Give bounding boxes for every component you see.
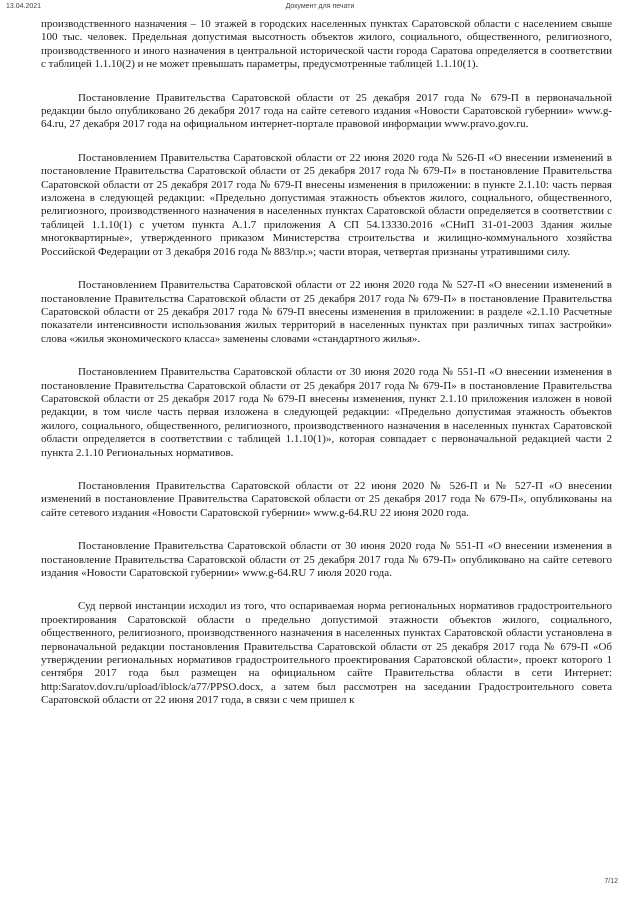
page-number: 7/12	[604, 878, 618, 885]
print-date: 13.04.2021	[6, 3, 42, 10]
paragraph: Постановлением Правительства Саратовской области от 22 июня 2020 года № 526-П «О внесении изменений в постановление Правительства Саратовской области от 25 декабря 2017 года № 679-П» в постановление Правительства Саратовской области от 25 декабря 2017 года № 679-П внесены изменения в приложении: в пункте 2.1.10: часть первая изложена в следующей редакции: «Предельно допустимая этажность объектов жилого, социального, общественного, религиозного, производственного назначения в населенных пунктах Саратовской области определяется в соответствии с таблицей 1.1.10(1) с учетом пункта А.1.7 приложения А СП 54.13330.2016 «СНиП 31-01-2003 Здания жилые многоквартирные», утвержденного приказом Министерства строительства и жилищно-коммунального хозяйства Российской Федерации от 3 декабря 2016 года № 883/пр.»; части вторая, четвертая признаны утратившими силу.	[41, 151, 612, 258]
paragraph: Постановлением Правительства Саратовской области от 22 июня 2020 года № 527-П «О внесении изменений в постановление Правительства Саратовской области от 25 декабря 2017 года № 679-П» в постановление Правительства Саратовской области от 25 декабря 2017 года № 679-П внесены изменения в приложении: в разделе «2.1.10 Расчетные показатели интенсивности использования жилых территорий в населенных пунктах при различных типах застройки» слова «жилья экономического класса» заменены словами «стандартного жилья».	[41, 279, 612, 345]
paragraph: Постановление Правительства Саратовской области от 30 июня 2020 года № 551-П «О внесении изменения в постановление Правительства Саратовской области от 25 декабря 2017 года № 679-П» опубликовано на сайте сетевого издания «Новости Саратовской губернии» www.g-64.RU 7 июля 2020 года.	[41, 540, 612, 579]
paragraph: Постановления Правительства Саратовской области от 22 июня 2020 № 526-П и № 527-П «О внесении изменений в постановление Правительства Саратовской области от 25 декабря 2017 года № 679-П», опубликованы на сайте сетевого издания «Новости Саратовской губернии» www.g-64.RU 22 июня 2020 года.	[41, 479, 612, 519]
paragraph-continuation: производственного назначения – 10 этажей в городских населенных пунктах Саратовской области с населением свыше 100 тыс. человек. Предельная допустимая высотность объектов жилого, социального, общественного, религиозного, производственного и иного назначения в центральной исторической части города Саратова определяется в соответствии с таблицей 1.1.10(2) и не может превышать параметры, предусмотренные таблицей 1.1.10(1).	[41, 18, 612, 71]
document-body	[41, 18, 612, 708]
paragraph: Постановлением Правительства Саратовской области от 30 июня 2020 года № 551-П «О внесении изменения в постановление Правительства Саратовской области от 25 декабря 2017 года № 679-П» в постановление Правительства Саратовской области от 25 декабря 2017 года № 679-П внесены изменения, пункт 2.1.10 приложения изложен в новой редакции, в том числе часть первая изложена в следующей редакции: «Предельно допустимая этажность объектов жилого, социального, общественного, религиозного, производственного назначения в населенных пунктах Саратовской области определяется в соответствии с таблицей 1.1.10(1)», которая совпадает с первоначальной редакцией части 2 пункта 2.1.10 Региональных нормативов.	[41, 366, 612, 459]
paragraph: Постановление Правительства Саратовской области от 25 декабря 2017 года № 679-П в первоначальной редакции было опубликовано 26 декабря 2017 года на сайте сетевого издания «Новости Саратовской губернии» www.g-64.ru, 27 декабря 2017 года на официальном интернет-портале правовой информации www.pravo.gov.ru.	[41, 91, 612, 131]
paragraph: Суд первой инстанции исходил из того, что оспариваемая норма региональных нормативов градостроительного проектирования Саратовской области о предельно допустимой этажности объектов жилого, социального, общественного, религиозного, производственного назначения в населенных пунктах Саратовской области установлена в первоначальной редакции постановления Правительства Саратовской области от 25 декабря 2017 года № 679-П «Об утверждении региональных нормативов градостроительного проектирования Саратовской области», проект которого 1 сентября 2017 года был размещен на официальном сайте Правительства области в сети Интернет: http:Saratov.dov.ru/upload/iblock/a77/PPSO.docx, а затем был рассмотрен на заседании Градостроительного совета Саратовской области от 22 июня 2017 года, в связи с чем пришел к	[41, 600, 612, 707]
print-header-title: Документ для печати	[285, 3, 355, 10]
